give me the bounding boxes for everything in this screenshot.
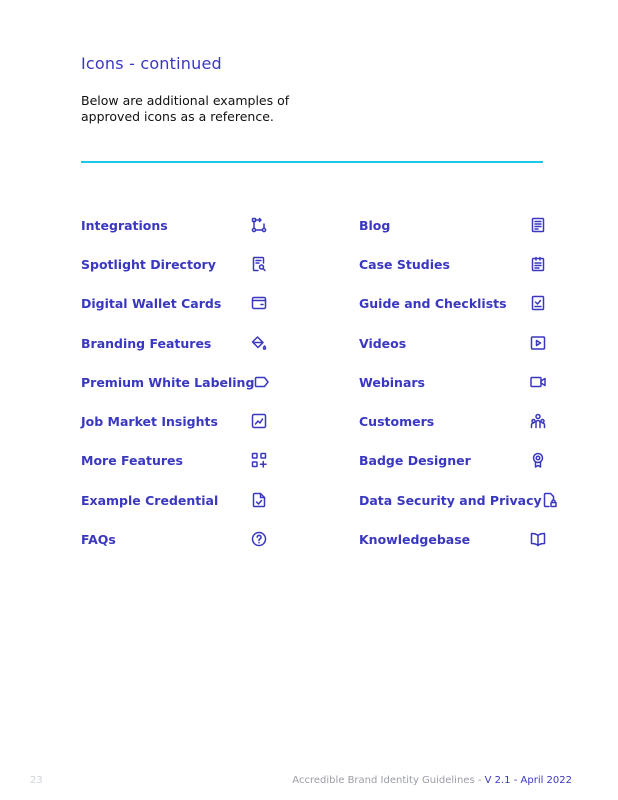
icon-label: Badge Designer: [359, 452, 471, 468]
icon-label: Blog: [359, 217, 391, 233]
icon-row: [359, 215, 546, 235]
icon-row: [81, 411, 267, 431]
icon-label: Knowledgebase: [359, 531, 471, 547]
icon-label: Videos: [359, 335, 407, 351]
icon-row: [359, 529, 546, 549]
badge-icon: [530, 452, 546, 468]
document-check-icon: [251, 492, 267, 508]
icon-label: Spotlight Directory: [81, 256, 216, 272]
clipboard-icon: [530, 256, 546, 272]
icon-row: [359, 490, 546, 510]
intro-text: Below are additional examples of approved icons as a reference.: [81, 93, 290, 124]
wallet-icon: [251, 295, 267, 311]
article-icon: [530, 217, 546, 233]
icon-label: Customers: [359, 413, 435, 429]
icon-row: [359, 450, 546, 470]
icon-row: [359, 411, 546, 431]
play-icon: [530, 335, 546, 351]
footer-version: V 2.1 - April 2022: [484, 775, 572, 786]
integrations-icon: [251, 217, 267, 233]
icon-label: Branding Features: [81, 335, 212, 351]
icon-label: Data Security and Privacy: [359, 492, 542, 508]
label-tag-icon: [254, 374, 270, 390]
footer-text: [292, 775, 572, 786]
icon-label: FAQs: [81, 531, 116, 547]
book-open-icon: [530, 531, 546, 547]
icon-label: Guide and Checklists: [359, 295, 507, 311]
page-title: Icons - continued: [81, 54, 222, 73]
grid-add-icon: [251, 452, 267, 468]
icon-label: Digital Wallet Cards: [81, 295, 222, 311]
icon-label: More Features: [81, 452, 183, 468]
icon-label: Case Studies: [359, 256, 450, 272]
icon-row: [81, 333, 267, 353]
icon-row: [81, 529, 267, 549]
checklist-icon: [530, 295, 546, 311]
icon-row: [81, 450, 267, 470]
icon-row: [81, 254, 267, 274]
question-circle-icon: [251, 531, 267, 547]
file-lock-icon: [542, 492, 558, 508]
video-camera-icon: [530, 374, 546, 390]
document-search-icon: [251, 256, 267, 272]
footer-guide-title: Accredible Brand Identity Guidelines -: [292, 775, 485, 786]
icon-label: Example Credential: [81, 492, 219, 508]
users-icon: [530, 413, 546, 429]
icon-row: [81, 490, 267, 510]
icon-row: [359, 372, 546, 392]
icon-row: [81, 215, 267, 235]
icon-label: Integrations: [81, 217, 168, 233]
icon-label: Premium White Labeling: [81, 374, 255, 390]
icon-row: [81, 372, 267, 392]
chart-line-icon: [251, 413, 267, 429]
icon-row: [359, 254, 546, 274]
icon-row: [359, 293, 546, 313]
page-number: 23: [30, 775, 43, 786]
icon-row: [81, 293, 267, 313]
paint-bucket-icon: [251, 335, 267, 351]
icon-label: Webinars: [359, 374, 425, 390]
icon-label: Job Market Insights: [81, 413, 218, 429]
icon-row: [359, 333, 546, 353]
